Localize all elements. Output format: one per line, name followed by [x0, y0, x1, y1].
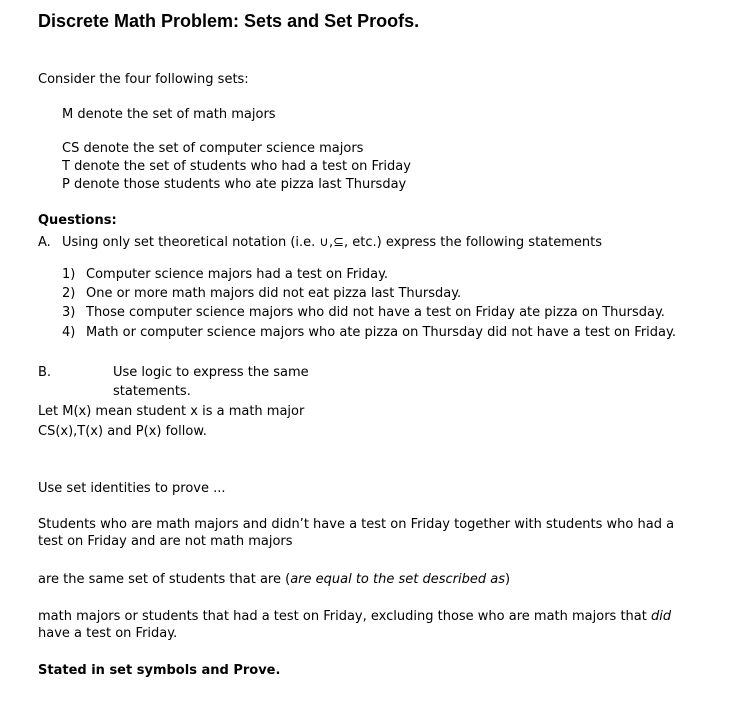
- paragraph-3-italic: did: [651, 609, 672, 624]
- question-number: 4): [62, 325, 76, 340]
- question-text: Those computer science majors who did not have a test on Friday ate pizza on Thursday.: [86, 305, 665, 320]
- question-text: One or more math majors did not eat pizza last Thursday.: [86, 286, 462, 301]
- question-number: 2): [62, 286, 76, 301]
- part-a-label: A.: [38, 235, 51, 250]
- paragraph-2-end: ): [504, 572, 511, 587]
- part-b-line-4: CS(x),T(x) and P(x) follow.: [38, 424, 207, 439]
- questions-heading: Questions:: [38, 213, 117, 228]
- set-definition-m: M denote the set of math majors: [62, 107, 276, 122]
- prove-intro: Use set identities to prove ...: [38, 481, 226, 496]
- paragraph-2-start: are the same set of students that are (: [38, 572, 291, 587]
- page-title: Discrete Math Problem: Sets and Set Proofs.: [38, 11, 420, 31]
- question-number: 1): [62, 267, 76, 282]
- set-definition-p: P denote those students who ate pizza last Thursday: [62, 177, 407, 192]
- set-definition-cs: CS denote the set of computer science majors: [62, 141, 364, 156]
- paragraph-1: Students who are math majors and didn’t have a test on Friday together with students who had a test on Friday and are not math majors: [38, 517, 675, 549]
- question-item: [62, 304, 665, 321]
- part-b-line-3: Let M(x) mean student x is a math major: [38, 404, 305, 419]
- part-b-line-2: statements.: [113, 384, 191, 399]
- paragraph-2-italic: are equal to the set described as: [290, 572, 505, 587]
- set-definition-t: T denote the set of students who had a test on Friday: [62, 159, 411, 174]
- intro-text: Consider the four following sets:: [38, 72, 249, 87]
- paragraph-3: [38, 608, 698, 642]
- question-text: Math or computer science majors who ate pizza on Thursday did not have a test on Friday.: [86, 325, 676, 340]
- part-b-label: B.: [38, 365, 52, 380]
- question-item: [62, 266, 388, 283]
- question-number: 3): [62, 305, 76, 320]
- paragraph-3-start: math majors or students that had a test on Friday, excluding those who are math majors that: [38, 609, 651, 624]
- part-a-instructions: Using only set theoretical notation (i.e. ∪,⊆, etc.) express the following statements: [62, 235, 603, 250]
- question-text: Computer science majors had a test on Friday.: [86, 267, 389, 282]
- question-item: [62, 285, 461, 302]
- question-item: [62, 324, 676, 341]
- paragraph-2: [38, 571, 510, 588]
- paragraph-3-end: have a test on Friday.: [38, 626, 178, 641]
- closing-instruction: Stated in set symbols and Prove.: [38, 663, 281, 678]
- part-b-line-1: Use logic to express the same: [113, 365, 309, 380]
